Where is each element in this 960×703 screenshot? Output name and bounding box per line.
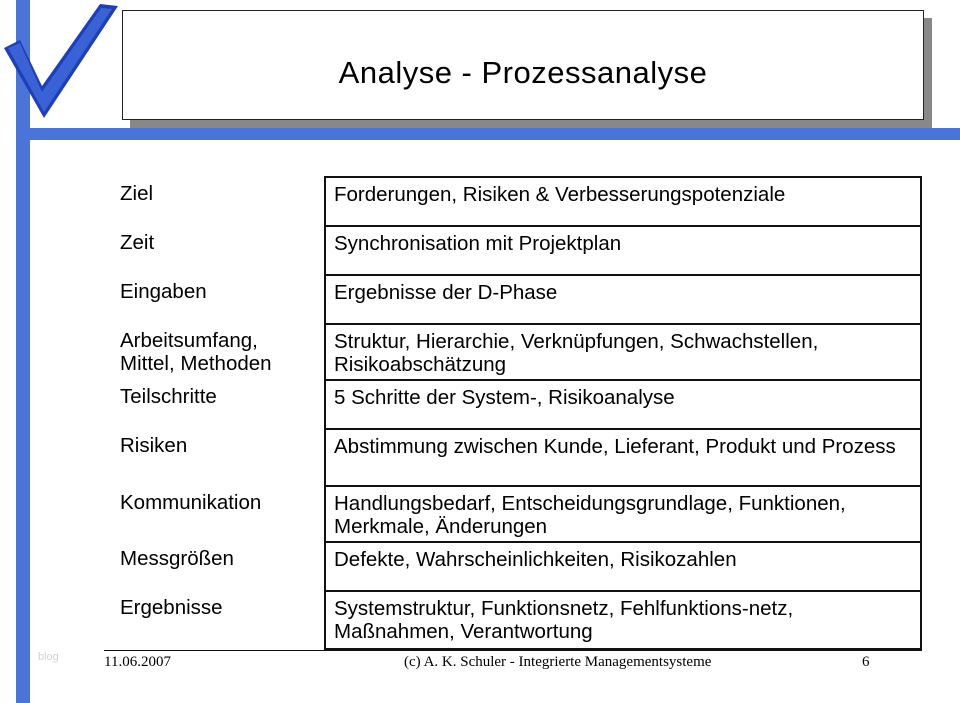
frame-bar-horizontal	[16, 128, 960, 140]
table-row	[112, 226, 921, 275]
table-row	[112, 486, 921, 542]
row-value: Ergebnisse der D-Phase	[325, 275, 921, 324]
row-value: Synchronisation mit Projektplan	[325, 226, 921, 275]
row-value: Struktur, Hierarchie, Verknüpfungen, Schwachstellen, Risikoabschätzung	[325, 324, 921, 380]
analysis-table	[112, 176, 922, 650]
row-label: Arbeitsumfang, Mittel, Methoden	[112, 324, 325, 380]
table-row	[112, 275, 921, 324]
row-label: Ziel	[112, 177, 325, 226]
table-row	[112, 324, 921, 380]
row-label: Risiken	[112, 429, 325, 486]
footer-page-number: 6	[862, 654, 870, 670]
row-value: 5 Schritte der System-, Risikoanalyse	[325, 380, 921, 429]
row-label: Eingaben	[112, 275, 325, 324]
watermark-text: blog	[38, 651, 59, 663]
checkmark-logo-icon	[0, 0, 130, 140]
row-label: Ergebnisse	[112, 591, 325, 649]
table-row	[112, 429, 921, 486]
page-title: Analyse - Prozessanalyse	[338, 55, 708, 90]
row-value: Systemstruktur, Funktionsnetz, Fehlfunktions-netz, Maßnahmen, Verantwortung	[325, 591, 921, 649]
table-row	[112, 380, 921, 429]
row-label: Messgrößen	[112, 542, 325, 591]
table-row	[112, 177, 921, 226]
footer-date: 11.06.2007	[104, 654, 171, 670]
footer-copyright: (c) A. K. Schuler - Integrierte Managementsysteme	[404, 654, 712, 670]
row-value: Abstimmung zwischen Kunde, Lieferant, Produkt und Prozess	[325, 429, 921, 486]
row-label: Zeit	[112, 226, 325, 275]
table-row	[112, 542, 921, 591]
row-label: Kommunikation	[112, 486, 325, 542]
row-value: Handlungsbedarf, Entscheidungsgrundlage, Funktionen, Merkmale, Änderungen	[325, 486, 921, 542]
table-row	[112, 591, 921, 649]
row-label: Teilschritte	[112, 380, 325, 429]
row-value: Defekte, Wahrscheinlichkeiten, Risikozahlen	[325, 542, 921, 591]
footer	[0, 651, 960, 675]
row-value: Forderungen, Risiken & Verbesserungspotenziale	[325, 177, 921, 226]
title-box	[122, 10, 924, 120]
